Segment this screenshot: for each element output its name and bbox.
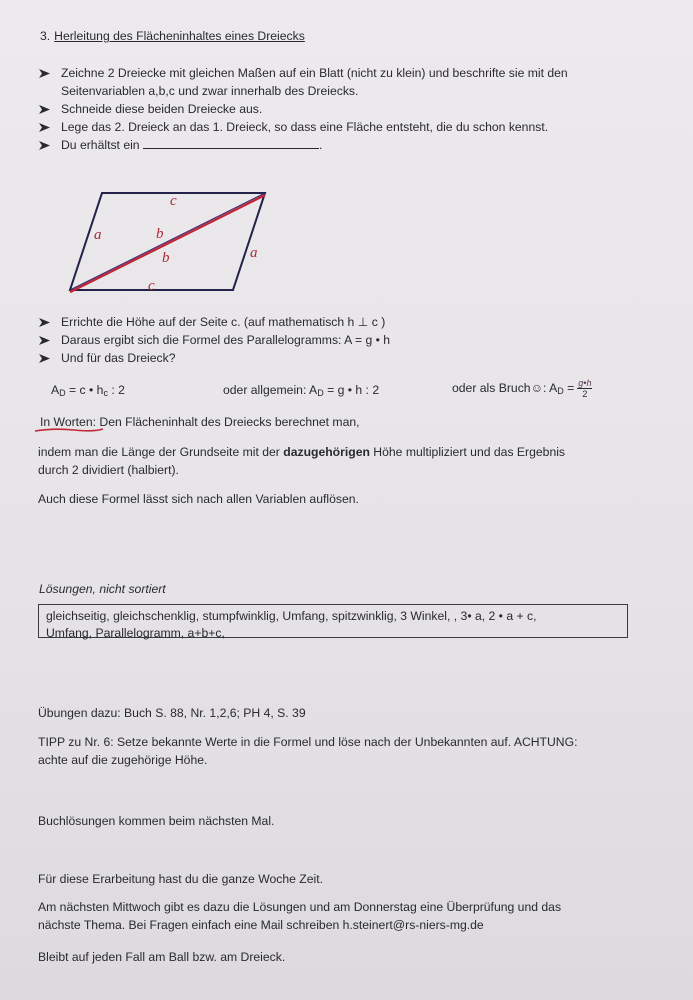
note-text: Buchlösungen kommen beim nächsten Mal. [38, 814, 275, 828]
exercise-text: Übungen dazu: Buch S. 88, Nr. 1,2,6; PH 4, S. 39 [38, 706, 306, 720]
formula-triangle-area: $A_D = c$ • $h_c$ : 2 [51, 383, 125, 398]
section-number: 3. [40, 29, 51, 43]
arrow-bullet-icon [38, 104, 51, 115]
arrow-bullet-icon [38, 140, 51, 151]
fill-in-blank [143, 138, 319, 149]
parallelogram-diagram [60, 188, 280, 304]
label-b-lower: b [162, 250, 170, 266]
step-text-period: . [318, 138, 323, 152]
tip-text: TIPP zu Nr. 6: Setze bekannte Werte in die Formel und löse nach der Unbekannten auf. ACHTUNG: [38, 735, 578, 749]
arrow-bullet-icon [38, 353, 51, 364]
arrow-bullet-icon [38, 68, 51, 79]
rule-text: indem man die Länge der Grundseite mit der dazugehörigen Höhe multipliziert und das Ergebnis [38, 445, 566, 459]
label-b-upper: b [156, 226, 164, 242]
step-text: Daraus ergibt sich die Formel des Parallelogramms: A = g • h [61, 333, 391, 347]
solutions-line: Umfang, Parallelogramm, a+b+c, [46, 626, 225, 640]
solutions-line: gleichseitig, gleichschenklig, stumpfwinklig, Umfang, spitzwinklig, 3 Winkel, , 3• a, 2 • a + c, [46, 609, 537, 623]
note-text: Für diese Erarbeitung hast du die ganze Woche Zeit. [38, 872, 323, 886]
in-worten-label: In Worten: [40, 415, 96, 429]
formula-general: oder allgemein: $A_D = g$ • h : 2 [223, 383, 380, 398]
step-text: Und für das Dreieck? [61, 351, 176, 365]
label-a-left: a [94, 227, 102, 243]
parallelogram-diagonal [70, 195, 265, 292]
step-text: Seitenvariablen a,b,c und zwar innerhalb des Dreiecks. [61, 84, 359, 98]
step-text: Lege das 2. Dreieck an das 1. Dreieck, so dass eine Fläche entsteht, die du schon kennst. [61, 120, 549, 134]
step-text: Errichte die Höhe auf der Seite c. (auf mathematisch h ⊥ c ) [61, 315, 386, 329]
note-text: Am nächsten Mittwoch gibt es dazu die Lösungen und am Donnerstag eine Überprüfung und das [38, 900, 562, 914]
step-text: Schneide diese beiden Dreiecke aus. [61, 102, 263, 116]
label-c-bottom: c [148, 278, 155, 294]
formula-fraction: oder als Bruch☺: $A_D$ = $\frac{g•h}{2}$ [452, 378, 592, 399]
step-text: Zeichne 2 Dreiecke mit gleichen Maßen auf ein Blatt (nicht zu klein) und beschrifte sie mit den [61, 66, 568, 80]
rule-text: Auch diese Formel lässt sich nach allen Variablen auflösen. [38, 492, 359, 506]
tip-text: achte auf die zugehörige Höhe. [38, 753, 208, 767]
label-c-top: c [170, 193, 177, 209]
arrow-bullet-icon [38, 335, 51, 346]
arrow-bullet-icon [38, 122, 51, 133]
step-text [61, 138, 322, 152]
closing-text: Bleibt auf jeden Fall am Ball bzw. am Dreieck. [38, 950, 286, 964]
in-worten-line: In Worten: Den Flächeninhalt des Dreiecks berechnet man, [40, 415, 360, 429]
solutions-title: Lösungen, nicht sortiert [39, 582, 166, 596]
fraction: $\frac{g•h}{2}$ [578, 378, 592, 399]
label-a-right: a [250, 245, 258, 261]
arrow-bullet-icon [38, 317, 51, 328]
step-text-prefix: Du erhältst ein [61, 138, 140, 152]
section-heading [40, 29, 305, 43]
note-text: nächste Thema. Bei Fragen einfach eine Mail schreiben h.steinert@rs-niers-mg.de [38, 918, 484, 932]
rule-text: durch 2 dividiert (halbiert). [38, 463, 179, 477]
section-title: Herleitung des Flächeninhaltes eines Dreiecks [54, 29, 305, 43]
